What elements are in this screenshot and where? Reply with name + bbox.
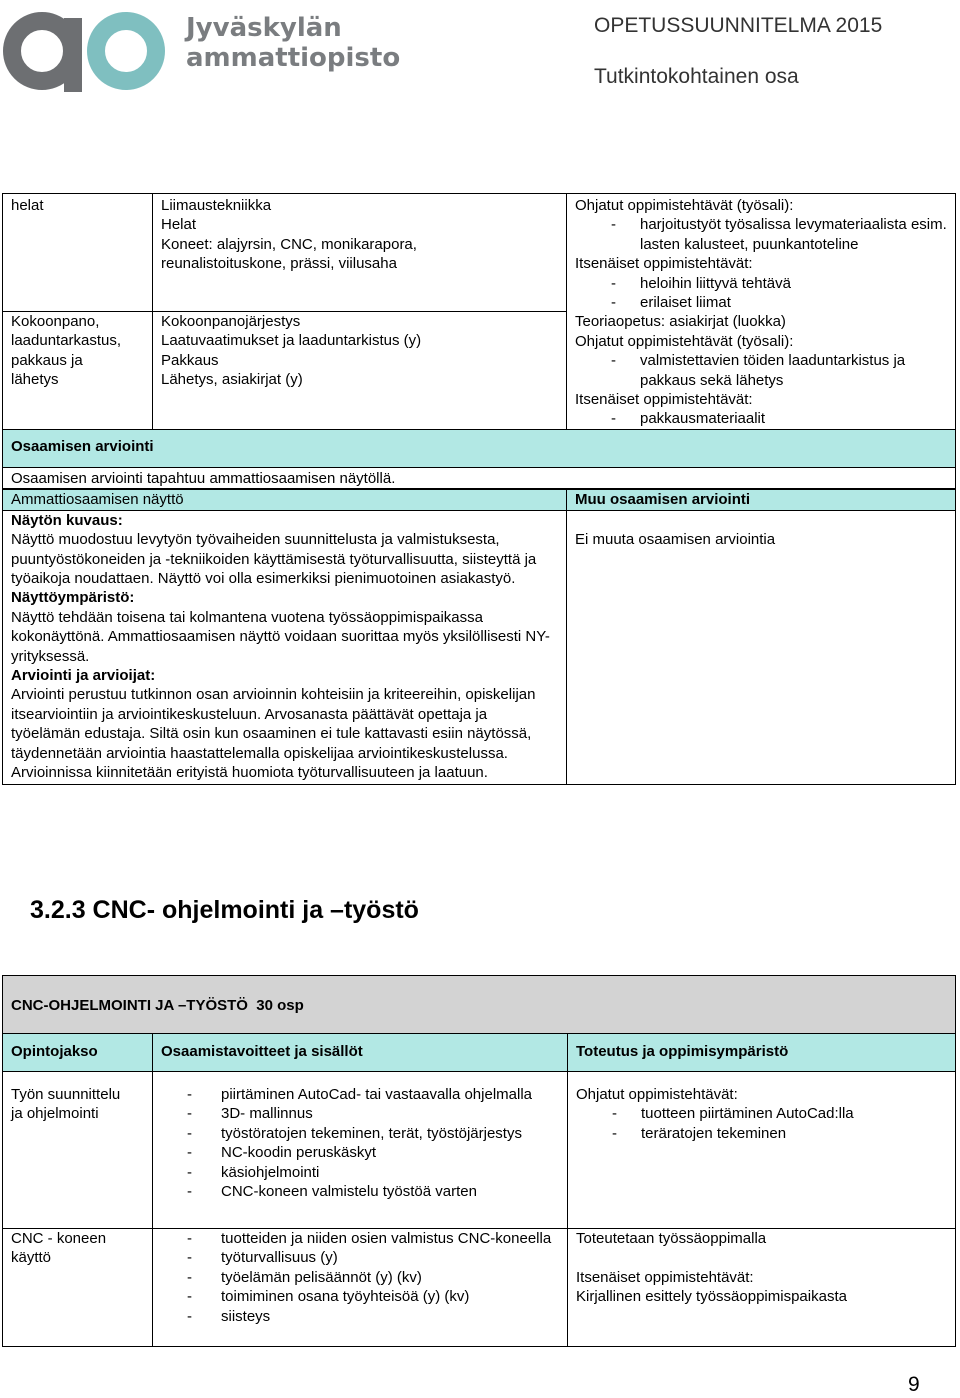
list-item: - tuotteiden ja niiden osien valmistus CNC-koneella [187,1230,552,1247]
implementation-line: Kirjallinen esittely työssäoppimispaikasta [576,1288,847,1306]
spacer-line [576,1248,947,1267]
curriculum-table-continued [2,193,956,785]
evaluators-note: Arvioinnissa kiinnitetään erityistä huomiota työturvallisuuteen ja laatuun. [11,764,488,782]
assessment-body-row [3,489,956,784]
list-item: - CNC-koneen valmistelu työstöä varten [187,1183,477,1201]
table-row [3,194,956,312]
content-line: Koneet: alajyrsin, CNC, monikarapora, [161,235,417,253]
list-item: - työstöratojen tekeminen, terät, työstöjärjestys [187,1124,522,1142]
ao-logo [2,2,170,94]
table-title: CNC-OHJELMOINTI JA –TYÖSTÖ 30 osp [3,976,956,1034]
skills-demonstration-title: Ammattiosaamisen näyttö [3,489,566,510]
content-cell [153,194,567,312]
assessment-intro-row [3,468,956,489]
module-name: laaduntarkastus, [11,332,122,350]
content-line: Helat [161,216,197,234]
brand-name-line1: Jyväskylän [186,13,342,43]
cnc-curriculum-table [2,975,956,1347]
column-header: Osaamistavoitteet ja sisällöt [153,1034,568,1072]
environment-label: Näyttöympäristö: [11,589,135,607]
module-name: pakkaus ja [11,351,83,369]
implementation-cell [568,1072,956,1229]
assessment-intro: Osaamisen arviointi tapahtuu ammattiosaamisen näytöllä. [3,468,956,489]
module-name: CNC - koneen [11,1230,107,1247]
other-assessment-text: Ei muuta osaamisen arviointia [575,531,776,549]
table-row [3,1072,956,1229]
module-name: Kokoonpano, [11,313,100,330]
module-cell [3,1229,153,1347]
column-header: Toteutus ja oppimisympäristö [568,1034,956,1072]
skills-demonstration-cell [3,489,567,784]
implementation-cell [568,1229,956,1347]
table-header-row [3,1034,956,1072]
list-item: - NC-koodin peruskäskyt [187,1144,377,1162]
list-item: - erilaiset liimat [611,294,731,312]
module-name: helat [11,197,44,214]
list-item: - toimiminen osana työyhteisöä (y) (kv) [187,1288,470,1306]
content-cell [153,1229,568,1347]
implementation-line: Itsenäiset oppimistehtävät: [575,391,753,409]
table-title-row [3,976,956,1034]
content-cell [153,1072,568,1229]
list-item: - piirtäminen AutoCad- tai vastaavalla ohjelmalla [187,1086,533,1103]
evaluators-text: Arviointi perustuu tutkinnon osan arvioinnin kohteisiin ja kriteereihin, opiskelijan itsearviointiin ja arviointikeskusteluun. Arvosanasta päättävät opettaja ja työelämän edustaja. Siltä osin kun osaaminen ei tule kattavasti esiin näytössä, täydennetään arviointia haastattelemalla opiskelijaa arviointikeskustelussa. [11,686,536,762]
implementation-line: Toteutetaan työssäoppimalla [576,1230,767,1247]
list-item: - 3D- mallinnus [187,1105,313,1123]
environment-text: Näyttö tehdään toisena tai kolmantena vuotena työssäoppimispaikassa kokonäyttönä. Ammattiosaamisen näyttö voidaan suorittaa myös yksilöllisesti NY-yrityksessä. [11,608,550,665]
document-title: OPETUSSUUNNITELMA 2015 [594,14,883,37]
content-line: Liimaustekniikka [161,197,272,214]
content-line: Laatuvaatimukset ja laaduntarkistus (y) [161,332,422,350]
list-item: - valmistettavien töiden laaduntarkistus ja pakkaus sekä lähetys [611,352,906,389]
implementation-line: Itsenäiset oppimistehtävät: [576,1268,754,1286]
column-header: Opintojakso [3,1034,153,1072]
section-heading: 3.2.3 CNC- ohjelmointi ja –työstö [30,896,419,924]
list-item: - teräratojen tekeminen [612,1124,787,1142]
description-text: Näyttö muodostuu levytyön työvaiheiden suunnittelusta ja valmistuksesta, puuntyöstökoneiden ja -tekniikoiden käyttämisestä työturvallisuutta, siisteyttä ja työaikoja noudattaen. Näyttö voi olla esimerkiksi pienimuotoinen asiakastyö. [11,531,537,588]
implementation-line: Teoriaopetus: asiakirjat (luokka) [575,313,786,331]
other-assessment-cell [567,489,956,784]
implementation-line: Ohjatut oppimistehtävät (työsali): [575,197,794,214]
list-item: - heloihin liittyvä tehtävä [611,274,791,292]
document-subtitle: Tutkintokohtainen osa [594,65,799,88]
assessment-header-row [3,430,956,468]
implementation-cell [567,194,956,430]
list-item: - pakkausmateriaalit [611,410,766,428]
module-name: ja ohjelmointi [11,1105,99,1123]
list-item: - käsiohjelmointi [187,1163,320,1181]
implementation-line: Ohjatut oppimistehtävät (työsali): [575,332,794,350]
module-name: Työn suunnittelu [11,1086,121,1103]
page-number: 9 [908,1373,920,1396]
module-cell [3,1072,153,1229]
content-line: Lähetys, asiakirjat (y) [161,371,303,389]
description-label: Näytön kuvaus: [11,511,123,529]
content-line: Pakkaus [161,351,219,369]
assessment-header: Osaamisen arviointi [3,430,956,468]
list-item: - työturvallisuus (y) [187,1249,338,1267]
implementation-line: Ohjatut oppimistehtävät: [576,1086,738,1103]
brand-name-line2: ammattiopisto [186,43,401,73]
table-row [3,1229,956,1347]
module-name: lähetys [11,371,59,389]
content-line: Kokoonpanojärjestys [161,313,301,330]
module-cell [3,194,153,312]
list-item: - työelämän pelisäännöt (y) (kv) [187,1268,422,1286]
content-line: reunalistoituskone, prässi, viilusaha [161,255,397,273]
list-item: - tuotteen piirtäminen AutoCad:lla [612,1105,854,1123]
module-name: käyttö [11,1249,52,1267]
list-item: - siisteys [187,1307,271,1325]
implementation-line: Itsenäiset oppimistehtävät: [575,255,753,273]
other-assessment-title: Muu osaamisen arviointi [567,489,955,511]
evaluators-label: Arviointi ja arvioijat: [11,667,156,685]
content-cell [153,312,567,430]
list-item: - harjoitustyöt työsalissa levymateriaalista esim. lasten kalusteet, puunkantoteline [611,216,947,253]
module-cell [3,312,153,430]
